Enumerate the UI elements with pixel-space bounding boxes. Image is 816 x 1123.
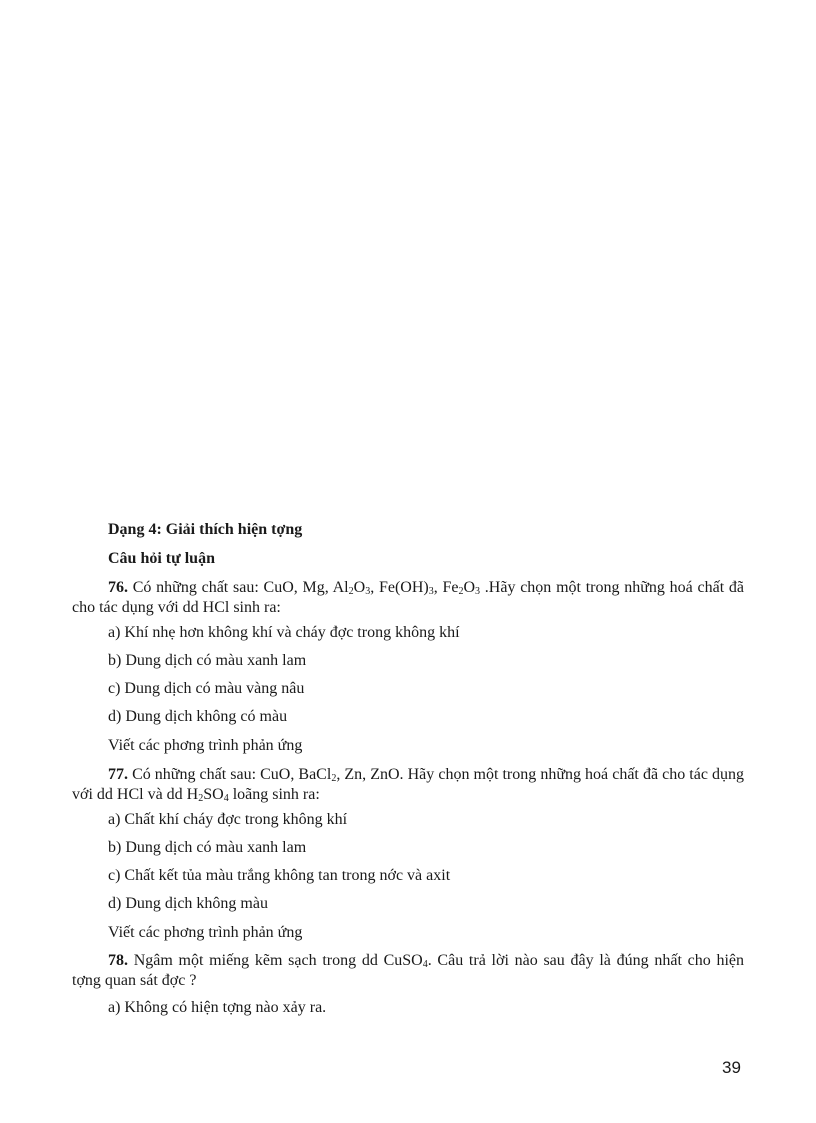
subsection-title: Câu hỏi tự luận bbox=[108, 550, 215, 567]
q77-option-c: c) Chất kết tủa màu trắng không tan trong nớc và axit bbox=[108, 867, 451, 884]
q76-sub-4: 2 bbox=[458, 586, 464, 597]
q77-sub-2: 2 bbox=[198, 793, 204, 804]
page-number: 39 bbox=[722, 1058, 741, 1077]
q76-option-a: a) Khí nhẹ hơn không khí và cháy đợc trong không khí bbox=[108, 624, 460, 641]
q77-option-b: b) Dung dịch có màu xanh lam bbox=[108, 839, 307, 856]
question-78-intro bbox=[72, 951, 744, 991]
q76-option-d: d) Dung dịch không có màu bbox=[108, 708, 288, 725]
q77-option-d: d) Dung dịch không màu bbox=[108, 895, 268, 912]
q76-sub-3: 3 bbox=[428, 586, 434, 597]
q77-sub-1: 2 bbox=[331, 773, 337, 784]
question-76-intro bbox=[72, 578, 744, 618]
q77-text-c: SO bbox=[203, 786, 224, 803]
q78-sub-1: 4 bbox=[422, 959, 428, 970]
q76-sub-5: 3 bbox=[475, 586, 481, 597]
q76-option-c: c) Dung dịch có màu vàng nâu bbox=[108, 680, 305, 697]
q78-text-b: . Câu trả lời nào sau đây là đúng nhất cho hiện tợng quan sát đợc ? bbox=[72, 952, 745, 989]
q76-text-c: , Fe(OH) bbox=[370, 579, 429, 596]
q77-option-a: a) Chất khí cháy đợc trong không khí bbox=[108, 811, 348, 828]
q77-text-d: loãng sinh ra: bbox=[228, 786, 320, 803]
question-76-number: 76. bbox=[108, 579, 128, 596]
q78-option-a: a) Không có hiện tợng nào xảy ra. bbox=[108, 999, 327, 1016]
q76-sub-1: 2 bbox=[348, 586, 354, 597]
question-77-number: 77. bbox=[108, 766, 128, 783]
q76-text-e: O bbox=[463, 579, 476, 596]
q78-text-a: Ngâm một miếng kẽm sạch trong dd CuSO bbox=[128, 952, 423, 969]
q76-write-equations: Viết các phơng trình phản ứng bbox=[108, 737, 303, 754]
q77-write-equations: Viết các phơng trình phản ứng bbox=[108, 924, 303, 941]
q76-sub-2: 3 bbox=[365, 586, 371, 597]
question-78-number: 78. bbox=[108, 952, 128, 969]
q76-option-b: b) Dung dịch có màu xanh lam bbox=[108, 652, 307, 669]
question-77-intro bbox=[72, 765, 744, 805]
section-title: Dạng 4: Giải thích hiện tợng bbox=[108, 521, 303, 538]
q77-text-b: , Zn, ZnO. Hãy chọn một trong những hoá chất đã cho tác dụng với dd HCl và dd H bbox=[72, 766, 745, 803]
q76-text-a: Có những chất sau: CuO, Mg, Al bbox=[128, 579, 349, 596]
q76-text-d: , Fe bbox=[433, 579, 459, 596]
q77-text-a: Có những chất sau: CuO, BaCl bbox=[128, 766, 332, 783]
q76-text-f: .Hãy chọn một trong những hoá chất đã cho tác dụng với dd HCl sinh ra: bbox=[72, 579, 745, 616]
q76-text-b: O bbox=[353, 579, 366, 596]
q77-sub-3: 4 bbox=[223, 793, 229, 804]
